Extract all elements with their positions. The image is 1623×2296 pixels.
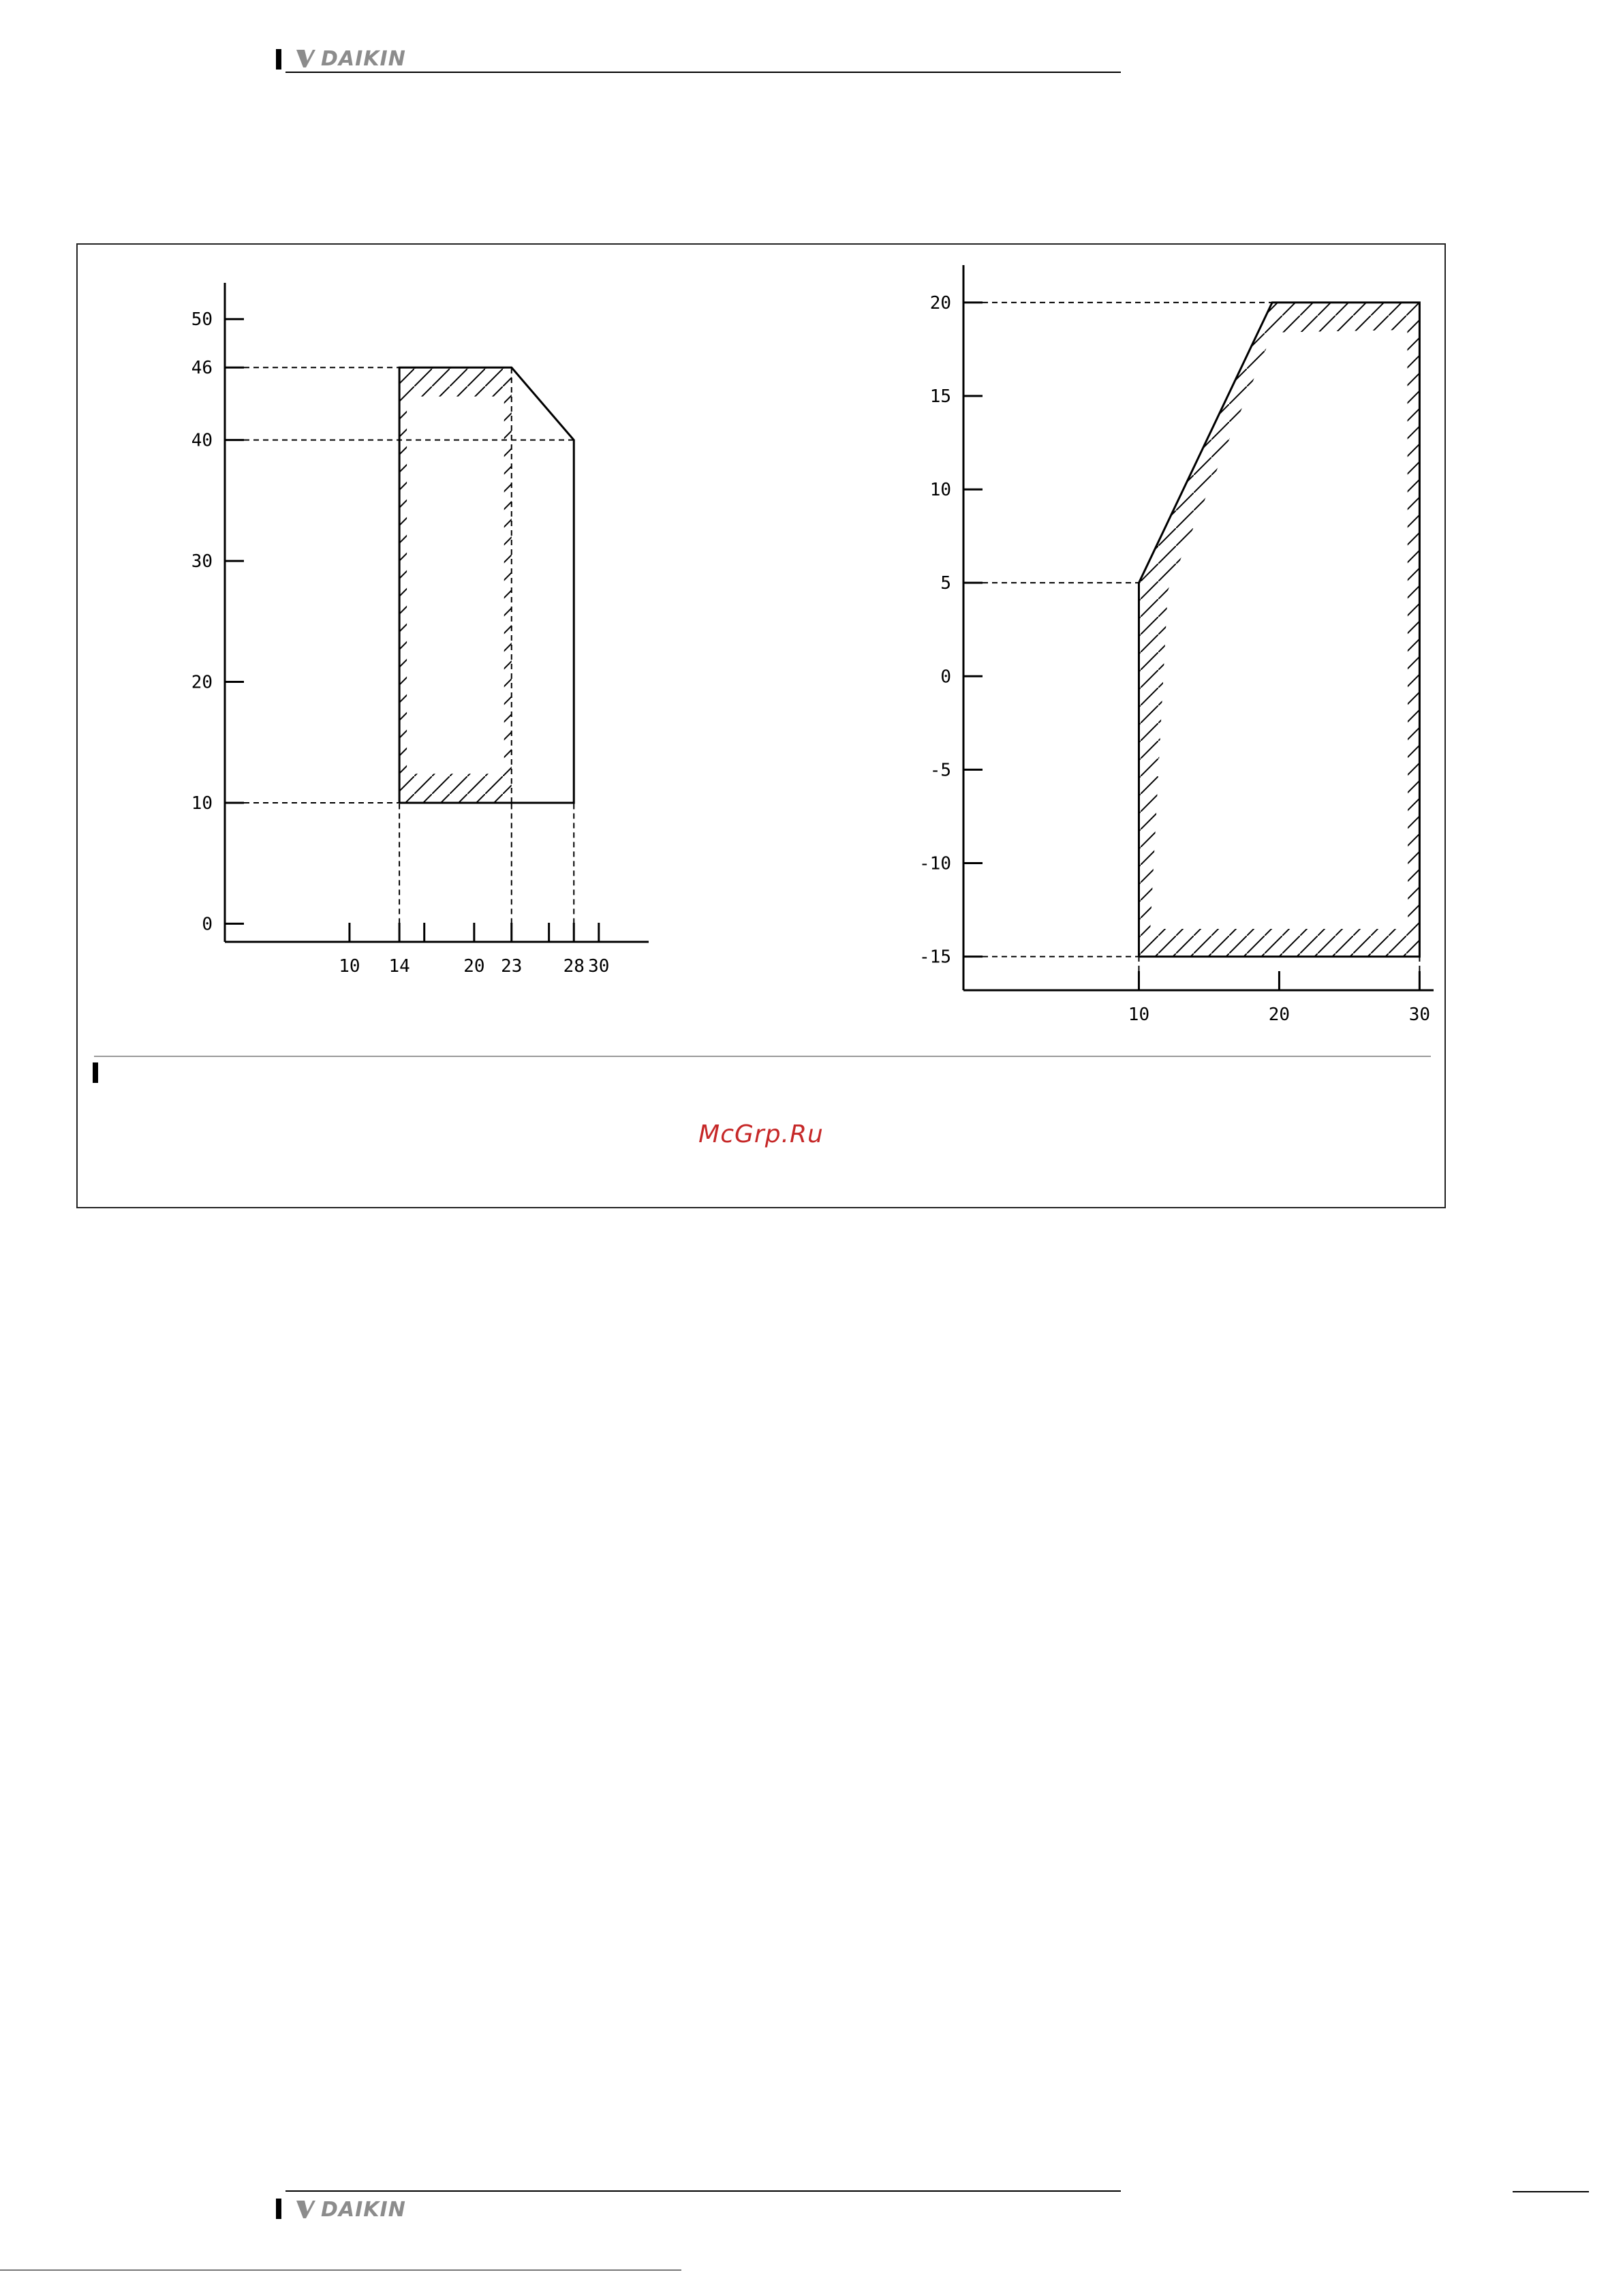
header-brand: DAIKIN (321, 46, 406, 71)
y-tick-label: -15 (919, 947, 951, 968)
x-tick-label: 30 (1408, 1005, 1431, 1025)
x-tick-label: 14 (388, 956, 410, 977)
footer-rule (285, 2190, 1121, 2192)
bottom-page-rule (0, 2269, 681, 2271)
y-tick-label: 10 (929, 480, 951, 501)
charts-canvas (78, 245, 1444, 1049)
y-tick-label: 50 (191, 309, 213, 331)
x-tick-label: 28 (563, 956, 585, 977)
footer-brand: DAIKIN (321, 2197, 406, 2222)
y-tick-label: 30 (191, 551, 213, 572)
watermark-text: McGrp.Ru (698, 1120, 824, 1148)
x-tick-label: 20 (463, 956, 485, 977)
page-footer (276, 2188, 1121, 2249)
y-tick-label: -5 (929, 760, 951, 781)
x-tick-label: 10 (1128, 1005, 1150, 1025)
daikin-logo (295, 2196, 406, 2223)
daikin-logo-icon (295, 48, 317, 69)
chart-1 (191, 283, 649, 977)
y-tick-label: 40 (191, 430, 213, 451)
y-tick-label: 5 (940, 573, 951, 594)
x-tick-label: 30 (588, 956, 610, 977)
y-tick-label: -10 (919, 853, 951, 874)
header-marker-bar (276, 49, 281, 70)
x-tick-label: 10 (339, 956, 360, 977)
figure-frame (76, 243, 1446, 1208)
y-tick-label: 15 (929, 386, 951, 407)
daikin-logo (295, 45, 406, 72)
hatched-region-interior (1150, 330, 1408, 929)
footer-marker-bar (276, 2199, 281, 2219)
y-tick-label: 10 (191, 793, 213, 814)
chart-2 (919, 265, 1434, 1025)
x-tick-label: 20 (1268, 1005, 1290, 1025)
hatched-region-interior (407, 397, 504, 774)
y-tick-label: 20 (191, 672, 213, 693)
figure-marker-bar (93, 1062, 98, 1083)
y-tick-label: 20 (929, 292, 951, 313)
page-header (276, 11, 1121, 72)
y-tick-label: 0 (940, 667, 951, 688)
page-number-rule (1513, 2191, 1589, 2192)
header-rule (285, 72, 1121, 73)
x-tick-label: 23 (501, 956, 523, 977)
y-tick-label: 0 (202, 914, 213, 935)
y-tick-label: 46 (191, 358, 213, 379)
daikin-logo-icon (295, 2199, 317, 2220)
figure-rule (94, 1056, 1431, 1057)
